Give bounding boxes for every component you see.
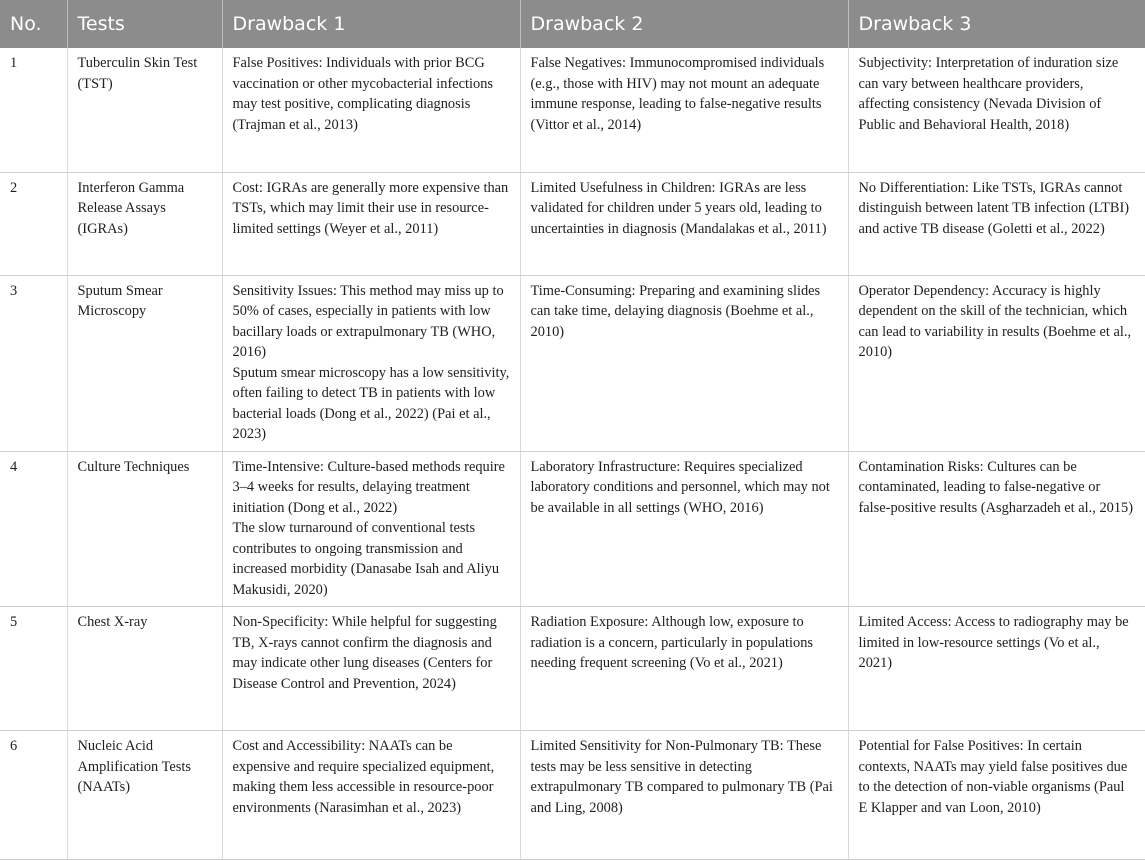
cell-no: 6: [0, 731, 67, 860]
header-no: No.: [0, 0, 67, 48]
cell-paragraph: Operator Dependency: Accuracy is highly dependent on the skill of the technician, which can lead to variability in results (Boehme et al., 2010): [858, 282, 1132, 360]
cell-drawback-1: [222, 48, 520, 172]
cell-test: Sputum Smear Microscopy: [67, 275, 222, 451]
cell-drawback-3: [848, 451, 1145, 607]
cell-paragraph: Contamination Risks: Cultures can be contaminated, leading to false-negative or false-positive results (Asgharzadeh et al., 2015): [858, 458, 1134, 516]
cell-test: Chest X-ray: [67, 607, 222, 731]
table-body: [0, 48, 1145, 860]
cell-drawback-2: [520, 451, 848, 607]
cell-paragraph: Limited Sensitivity for Non-Pulmonary TB: These tests may be less sensitive in detecting extrapulmonary TB compared to pulmonary TB (Pai and Ling, 2008): [530, 738, 833, 816]
cell-drawback-3: [848, 172, 1145, 275]
table-row: [0, 275, 1145, 451]
table-row: [0, 451, 1145, 607]
cell-test: Culture Techniques: [67, 451, 222, 607]
cell-no: 1: [0, 48, 67, 172]
cell-no: 5: [0, 607, 67, 731]
cell-drawback-1: [222, 275, 520, 451]
cell-paragraph: Laboratory Infrastructure: Requires specialized laboratory conditions and personnel, which may not be available in all settings (WHO, 2016): [530, 458, 830, 516]
cell-test: Interferon Gamma Release Assays (IGRAs): [67, 172, 222, 275]
cell-paragraph: Potential for False Positives: In certain contexts, NAATs may yield false positives due to the detection of non-viable organisms (Paul E Klapper and van Loon, 2010): [858, 738, 1128, 816]
table-row: [0, 607, 1145, 731]
cell-paragraph: Subjectivity: Interpretation of induration size can vary between healthcare providers, affecting consistency (Nevada Division of Public and Behavioral Health, 2018): [858, 55, 1119, 133]
header-tests: Tests: [67, 0, 222, 48]
cell-paragraph: Time-Intensive: Culture-based methods require 3–4 weeks for results, delaying treatment initiation (Dong et al., 2022): [232, 458, 505, 516]
cell-paragraph: False Negatives: Immunocompromised individuals (e.g., those with HIV) may not mount an adequate immune response, leading to false-negative results (Vittor et al., 2014): [530, 55, 825, 133]
cell-paragraph: Limited Access: Access to radiography may be limited in low-resource settings (Vo et al., 2021): [858, 614, 1129, 671]
table-row: [0, 731, 1145, 860]
cell-paragraph: Limited Usefulness in Children: IGRAs are less validated for children under 5 years old, leading to uncertainties in diagnosis (Mandalakas et al., 2011): [530, 179, 827, 237]
cell-drawback-3: [848, 275, 1145, 451]
cell-paragraph: Time-Consuming: Preparing and examining slides can take time, delaying diagnosis (Boehme et al., 2010): [530, 282, 821, 340]
cell-paragraph: Cost and Accessibility: NAATs can be expensive and require specialized equipment, making them less accessible in resource-poor environments (Narasimhan et al., 2023): [232, 738, 495, 816]
cell-drawback-2: [520, 731, 848, 860]
table-row: [0, 48, 1145, 172]
cell-paragraph: Non-Specificity: While helpful for suggesting TB, X-rays cannot confirm the diagnosis and may indicate other lung diseases (Centers for Disease Control and Prevention, 2024): [232, 614, 497, 692]
cell-drawback-3: [848, 607, 1145, 731]
cell-drawback-2: [520, 48, 848, 172]
cell-drawback-2: [520, 275, 848, 451]
cell-no: 4: [0, 451, 67, 607]
cell-paragraph: Sputum smear microscopy has a low sensitivity, often failing to detect TB in patients with low bacterial loads (Dong et al., 2022) (Pai et al., 2023): [232, 364, 510, 442]
cell-paragraph: No Differentiation: Like TSTs, IGRAs cannot distinguish between latent TB infection (LTBI) and active TB disease (Goletti et al., 2022): [858, 179, 1130, 237]
cell-no: 3: [0, 275, 67, 451]
cell-drawback-1: [222, 451, 520, 607]
cell-drawback-2: [520, 607, 848, 731]
header-drawback-2: Drawback 2: [520, 0, 848, 48]
cell-drawback-2: [520, 172, 848, 275]
cell-drawback-1: [222, 172, 520, 275]
cell-paragraph: The slow turnaround of conventional tests contributes to ongoing transmission and increased morbidity (Danasabe Isah and Aliyu Makusidi, 2020): [232, 520, 500, 598]
table-header: [0, 0, 1145, 48]
cell-paragraph: Radiation Exposure: Although low, exposure to radiation is a concern, particularly in populations needing frequent screening (Vo et al., 2021): [530, 614, 814, 671]
cell-no: 2: [0, 172, 67, 275]
cell-test: Nucleic Acid Amplification Tests (NAATs): [67, 731, 222, 860]
header-drawback-1: Drawback 1: [222, 0, 520, 48]
cell-paragraph: Sensitivity Issues: This method may miss up to 50% of cases, especially in patients with low bacillary loads or extrapulmonary TB (WHO, 2016): [232, 282, 504, 360]
cell-test: Tuberculin Skin Test (TST): [67, 48, 222, 172]
table-row: [0, 172, 1145, 275]
header-drawback-3: Drawback 3: [848, 0, 1145, 48]
cell-drawback-1: [222, 731, 520, 860]
cell-drawback-1: [222, 607, 520, 731]
cell-paragraph: Cost: IGRAs are generally more expensive than TSTs, which may limit their use in resource-limited settings (Weyer et al., 2011): [232, 179, 509, 237]
cell-drawback-3: [848, 48, 1145, 172]
cell-drawback-3: [848, 731, 1145, 860]
header-row: [0, 0, 1145, 48]
cell-paragraph: False Positives: Individuals with prior BCG vaccination or other mycobacterial infections may test positive, complicating diagnosis (Trajman et al., 2013): [232, 55, 494, 133]
